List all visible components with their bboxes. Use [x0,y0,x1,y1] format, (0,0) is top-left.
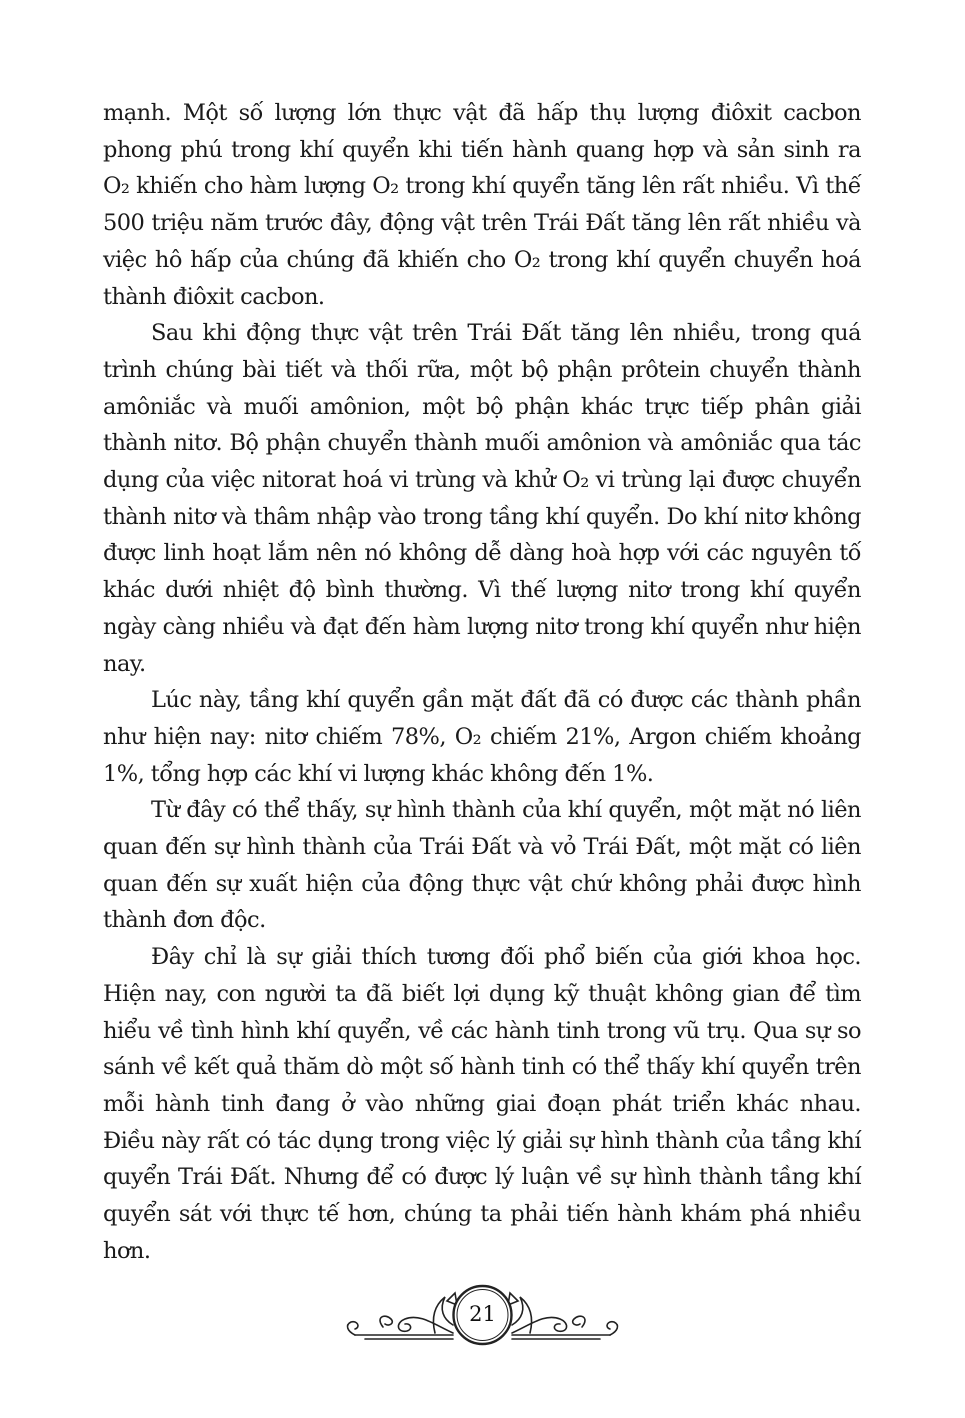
paragraph-1: mạnh. Một số lượng lớn thực vật đã hấp thụ lượng điôxit cacbon phong phú trong khí quyển khi tiến hành quang hợp và sản sinh ra O₂ khiến cho hàm lượng O₂ trong khí quyển tăng lên rất nhiều. Vì thế 500 triệu năm trước đây, động vật trên Trái Đất tăng lên rất nhiều và việc hô hấp của chúng đã khiến cho O₂ trong khí quyển chuyển hoá thành điôxit cacbon. [103,100,861,310]
paragraph-5: Đây chỉ là sự giải thích tương đối phổ biến của giới khoa học. Hiện nay, con người ta đã biết lợi dụng kỹ thuật không gian để tìm hiểu về tình hình khí quyển, về các hành tinh trong vũ trụ. Qua sự so sánh về kết quả thăm dò một số hành tinh có thể thấy khí quyển trên mỗi hành tinh đang ở vào những giai đoạn phát triển khác nhau. Điều này rất có tác dụng trong việc lý giải sự hình thành của tầng khí quyển Trái Đất. Nhưng để có được lý luận về sự hình thành tầng khí quyển sát với thực tế hơn, chúng ta phải tiến hành khám phá nhiều hơn. [103,944,861,1264]
page-footer [335,1275,630,1360]
page-number: 21 [469,1302,496,1326]
paragraph-3: Lúc này, tầng khí quyển gần mặt đất đã có được các thành phần như hiện nay: nitơ chiếm 78%, O₂ chiếm 21%, Argon chiếm khoảng 1%, tổng hợp các khí vi lượng khác không đến 1%. [103,687,861,787]
page-body [103,95,861,1270]
paragraph-2: Sau khi động thực vật trên Trái Đất tăng lên nhiều, trong quá trình chúng bài tiết và thối rữa, một bộ phận prôtein chuyển thành amôniắc và muối amônion, một bộ phận khác trực tiếp phân giải thành nitơ. Bộ phận chuyển thành muối amônion và amôniắc qua tác dụng của việc nitorat hoá vi trùng và khử O₂ vi trùng lại được chuyển thành nitơ và thâm nhập vào trong tầng khí quyển. Do khí nitơ không được linh hoạt lắm nên nó không dễ dàng hoà hợp với các nguyên tố khác dưới nhiệt độ bình thường. Vì thế lượng nitơ trong khí quyển ngày càng nhiều và đạt đến hàm lượng nitơ trong khí quyển như hiện nay. [103,320,861,677]
paragraph-4: Từ đây có thể thấy, sự hình thành của khí quyển, một mặt nó liên quan đến sự hình thành của Trái Đất và vỏ Trái Đất, một mặt có liên quan đến sự xuất hiện của động thực vật chứ không phải được hình thành đơn độc. [103,797,861,934]
